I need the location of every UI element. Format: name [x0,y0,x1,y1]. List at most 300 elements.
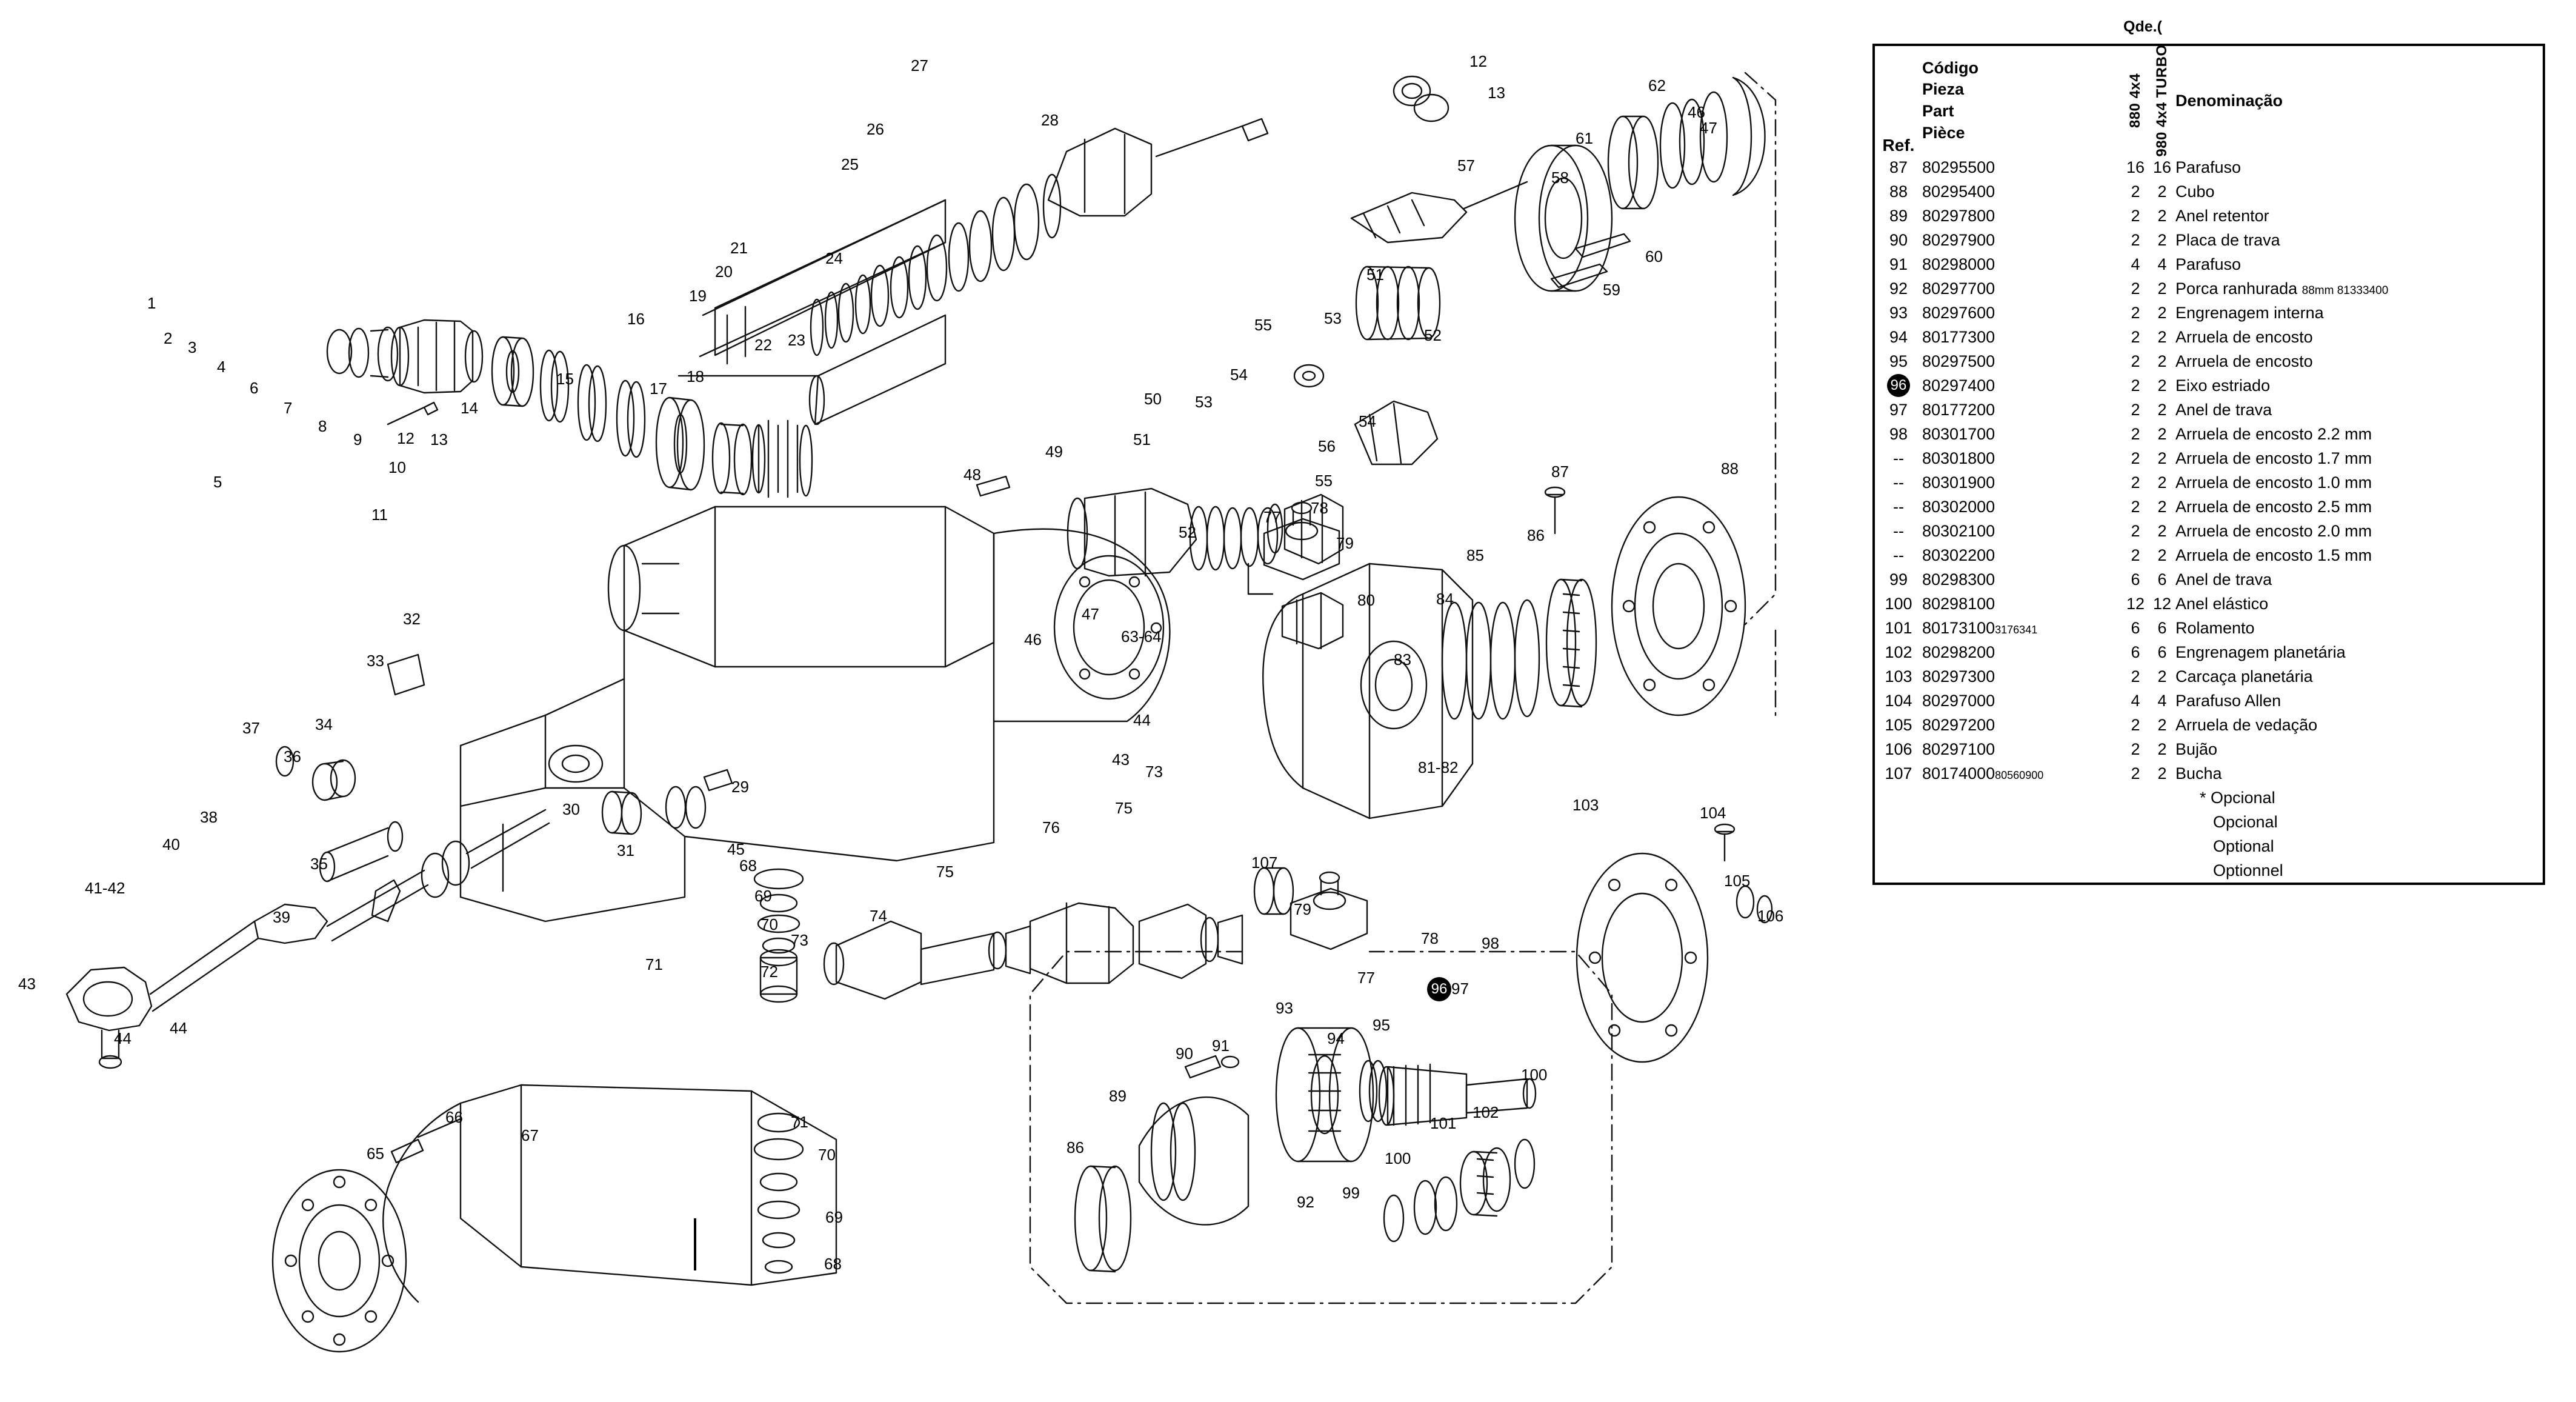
cell-qty-980: 2 [2157,739,2167,758]
cell-ref [1874,228,1922,252]
code-value: 80297700 [1922,279,1995,298]
callout-number: 83 [1394,650,1411,669]
callout-number: 103 [1573,796,1599,814]
cell-ref [1874,616,1922,640]
callout-number: 78 [1311,499,1328,517]
cell-ref [1874,301,1922,325]
callout-number: 41-42 [85,879,125,897]
cell-ref [1874,179,1922,204]
callout-number: 79 [1294,900,1311,918]
cell-ref [1874,204,1922,228]
callout-number: 6 [250,379,259,397]
callout-number: 7 [284,399,293,417]
callout-number: 68 [824,1255,842,1273]
cell-qty-880: 2 [2131,764,2140,783]
code-value: 80297800 [1922,206,1995,225]
code-value: 80297900 [1922,230,1995,249]
callout-number: 70 [818,1146,836,1164]
cell-denomination [2175,155,2544,179]
denomination-value: Arruela de encosto 2.5 mm [2175,497,2372,516]
cell-qty-980: 2 [2157,764,2167,783]
cell-qty-880 [2122,786,2149,810]
denomination-value: Arruela de vedação [2175,715,2318,734]
cell-denomination [2175,664,2544,689]
cell-denomination [2175,640,2544,664]
callout-number: 57 [1457,156,1475,175]
cell-code [1922,834,2122,858]
cell-denomination [2175,446,2544,470]
ref-value: 107 [1885,764,1912,783]
code-value: 80177300 [1922,327,1995,346]
code-value: 80177200 [1922,400,1995,419]
code-value: 80302000 [1922,497,1995,516]
table-row [1874,592,2544,616]
header-code-line-2: Pieza [1922,80,1965,99]
callout-number: 73 [791,931,808,949]
table-header-row [1874,45,2544,155]
code-value: 80297500 [1922,352,1995,370]
ref-value: 99 [1889,570,1908,589]
header-code [1922,45,2122,155]
callout-number: 52 [1424,326,1442,344]
callout-number: 68 [739,856,757,875]
callout-number: 18 [687,367,704,386]
callout-number: 10 [388,458,406,476]
denomination-note: 88mm 81333400 [2301,284,2389,297]
callout-number: 60 [1645,247,1663,265]
header-qty-980-label: 980 4x4 TURBO [2154,44,2170,157]
cell-qty-880: 2 [2131,279,2140,298]
cell-qty-880: 2 [2131,546,2140,564]
denomination-value: Arruela de encosto 2.2 mm [2175,424,2372,443]
cell-ref [1874,689,1922,713]
cell-code [1922,155,2122,179]
cell-code [1922,276,2122,301]
cell-denomination [2175,761,2544,786]
denomination-value: Bujão [2175,739,2218,758]
code-value: 80301800 [1922,449,1995,467]
callout-number: 62 [1648,76,1666,95]
code-value: 80298300 [1922,570,1995,589]
cell-qty-980 [2149,786,2175,810]
code-value: 80297200 [1922,715,1995,734]
cell-qty-980: 2 [2157,376,2167,395]
denomination-value: Eixo estriado [2175,376,2271,395]
callout-number: 39 [273,908,290,926]
callout-number: 24 [825,249,843,267]
ref-value: 93 [1889,303,1908,322]
callout-number: 16 [627,310,645,328]
cell-ref [1874,664,1922,689]
header-qty-980 [2149,45,2175,155]
cell-ref [1874,252,1922,276]
ref-value: 87 [1889,158,1908,176]
table-row [1874,689,2544,713]
cell-code [1922,470,2122,495]
callout-number: 93 [1276,999,1293,1017]
table-row [1874,446,2544,470]
ref-value: 100 [1885,594,1912,613]
callout-number: 69 [754,887,772,905]
header-ref: Ref. [1882,136,1915,155]
callout-number: 40 [162,835,180,853]
cell-denomination [2175,422,2544,446]
cell-denomination [2175,252,2544,276]
cell-qty-880: 4 [2131,255,2140,273]
cell-qty-880: 2 [2131,497,2140,516]
callout-number: 74 [870,907,887,925]
cell-qty-880: 4 [2131,691,2140,710]
callout-number: 80 [1357,591,1375,609]
callout-number: 43 [18,975,36,993]
cell-code [1922,398,2122,422]
callout-number: 15 [556,370,574,388]
callout-number: 22 [754,336,772,354]
callout-number: 86 [1067,1138,1084,1157]
cell-code [1922,519,2122,543]
cell-qty-980: 2 [2157,473,2167,492]
cell-qty-880: 6 [2131,643,2140,661]
cell-qty-880: 2 [2131,206,2140,225]
ref-value: 105 [1885,715,1912,734]
callout-number: 79 [1336,534,1354,552]
ref-value: 90 [1889,230,1908,249]
cell-ref [1874,422,1922,446]
ref-highlight-badge: 96 [1887,374,1910,397]
code-value: 80297400 [1922,376,1995,395]
table-row [1874,179,2544,204]
callout-number: 63-64 [1121,627,1162,646]
table-row [1874,204,2544,228]
cell-qty-980: 2 [2157,497,2167,516]
callout-number: 77 [1263,508,1281,526]
footer-note-row [1874,810,2544,834]
callout-number: 29 [731,778,749,796]
table-row [1874,373,2544,398]
cell-denomination [2175,349,2544,373]
ref-value: 103 [1885,667,1912,686]
cell-ref [1874,713,1922,737]
cell-qty-880: 2 [2131,739,2140,758]
callout-number: 73 [1145,763,1163,781]
table-row [1874,495,2544,519]
header-qty-group-label: Qde.( [2123,18,2162,35]
denomination-value: Bucha [2175,764,2222,783]
callout-number: 20 [715,262,733,281]
callout-number: 46 [1024,630,1042,649]
callout-number: 27 [911,56,928,75]
denomination-value: Anel elástico [2175,594,2269,613]
cell-code [1922,689,2122,713]
callout-number: 71 [645,955,663,973]
cell-code [1922,422,2122,446]
cell-qty-880: 2 [2131,449,2140,467]
cell-ref [1874,810,1922,834]
cell-qty-980: 2 [2157,230,2167,249]
callout-number: 2 [164,329,173,347]
denomination-value: Arruela de encosto 1.0 mm [2175,473,2372,492]
callout-number: 13 [1488,84,1505,102]
cell-ref [1874,543,1922,567]
ref-value: 102 [1885,643,1912,661]
denomination-value: Engrenagem planetária [2175,643,2346,661]
ref-value: 94 [1889,327,1908,346]
code-value: 80295500 [1922,158,1995,176]
callout-number: 75 [1115,799,1133,817]
callout-number: 72 [760,963,778,981]
cell-qty-880: 2 [2131,715,2140,734]
denomination-value: Anel de trava [2175,400,2272,419]
code-value: 80298100 [1922,594,1995,613]
table-row [1874,276,2544,301]
callout-number: 65 [367,1144,384,1163]
callout-number: 75 [936,863,954,881]
callout-number: 89 [1109,1087,1127,1105]
cell-qty-880 [2122,810,2149,834]
cell-ref [1874,737,1922,761]
ref-value: 92 [1889,279,1908,298]
cell-qty-980: 2 [2157,546,2167,564]
callout-number: 12 [1469,52,1487,70]
denomination-value: Anel de trava [2175,570,2272,589]
code-value: 80301700 [1922,424,1995,443]
cell-qty-880: 16 [2126,158,2145,176]
cell-code [1922,567,2122,592]
cell-qty-980: 16 [2152,158,2172,176]
code-value: 80297000 [1922,691,1995,710]
denomination-value: Arruela de encosto [2175,327,2313,346]
ref-value: 98 [1889,424,1908,443]
cell-qty-980: 2 [2157,449,2167,467]
code-value: 80301900 [1922,473,1995,492]
cell-qty-880: 2 [2131,352,2140,370]
callout-number: 69 [825,1208,843,1226]
cell-ref [1874,786,1922,810]
header-code-line-3: Part [1922,102,1954,120]
table-row [1874,761,2544,786]
cell-code [1922,228,2122,252]
callout-number: 44 [1133,711,1151,729]
callout-number: 100 [1385,1149,1411,1167]
cell-ref [1874,858,1922,884]
denomination-value: Arruela de encosto 2.0 mm [2175,521,2372,540]
cell-qty-880: 12 [2126,594,2145,613]
callout-number: 3 [188,338,197,356]
table-row [1874,252,2544,276]
callout-number: 49 [1045,442,1063,461]
callout-number: 44 [170,1019,187,1037]
footer-note-row [1874,834,2544,858]
cell-qty-980: 6 [2157,618,2167,637]
table-row [1874,228,2544,252]
callout-number: 37 [242,719,260,737]
table-row [1874,543,2544,567]
header-code-line-4: Pièce [1922,123,1965,142]
callout-number: 53 [1195,393,1213,411]
callout-number: 90 [1176,1044,1193,1063]
cell-qty-880: 2 [2131,400,2140,419]
callout-number: 34 [315,715,333,733]
ref-value: -- [1893,449,1904,467]
callout-number: 21 [730,239,748,257]
callout-number: 55 [1254,316,1272,334]
cell-qty-980 [2149,834,2175,858]
callout-number: 66 [445,1108,463,1126]
table-row [1874,616,2544,640]
cell-ref [1874,519,1922,543]
table-row [1874,664,2544,689]
cell-qty-880: 2 [2131,424,2140,443]
code-value: 80295400 [1922,182,1995,201]
cell-qty-880 [2122,858,2149,884]
cell-qty-980: 12 [2152,594,2172,613]
code-alt-value: 3176341 [1995,623,2038,636]
code-alt-value: 80560900 [1995,769,2044,781]
callout-number: 43 [1112,750,1130,769]
denomination-value: Arruela de encosto 1.5 mm [2175,546,2372,564]
callout-number: 31 [617,841,634,860]
cell-ref [1874,640,1922,664]
cell-code [1922,495,2122,519]
footer-note: * Opcional [2200,788,2275,807]
callout-number: 67 [521,1126,539,1144]
cell-denomination [2175,519,2544,543]
callout-number: 32 [403,610,421,628]
callout-number: 11 [371,506,388,524]
cell-qty-980: 2 [2157,400,2167,419]
cell-denomination [2175,543,2544,567]
cell-denomination [2175,228,2544,252]
callout-number: 38 [200,808,218,826]
ref-value: -- [1893,497,1904,516]
cell-code [1922,204,2122,228]
code-value: 80173100 [1922,618,1995,637]
cell-qty-880: 2 [2131,376,2140,395]
cell-denomination [2175,689,2544,713]
table-row [1874,567,2544,592]
cell-ref [1874,398,1922,422]
callout-number: 58 [1551,169,1569,187]
table-row [1874,737,2544,761]
callout-number: 87 [1551,462,1569,481]
callout-number: 4 [217,358,226,376]
callout-number: 95 [1373,1016,1390,1034]
cell-code [1922,616,2122,640]
cell-code [1922,301,2122,325]
cell-denomination [2175,204,2544,228]
cell-ref [1874,470,1922,495]
cell-code [1922,325,2122,349]
cell-qty-880: 2 [2131,303,2140,322]
callout-number: 101 [1430,1114,1457,1132]
callout-number: 17 [650,379,667,398]
callout-number: 13 [430,430,448,449]
cell-qty-980: 2 [2157,521,2167,540]
code-value: 80298200 [1922,643,1995,661]
cell-qty-880: 2 [2131,230,2140,249]
ref-value: -- [1893,473,1904,492]
denomination-value: Arruela de encosto 1.7 mm [2175,449,2372,467]
callout-number: 54 [1230,366,1248,384]
cell-ref [1874,834,1922,858]
denomination-value: Arruela de encosto [2175,352,2313,370]
callout-number: 102 [1473,1103,1499,1121]
cell-qty-980: 2 [2157,352,2167,370]
callout-number: 44 [114,1029,131,1047]
table-row [1874,640,2544,664]
cell-denomination [2175,737,2544,761]
cell-code [1922,252,2122,276]
parts-list-table [1872,18,2545,1195]
cell-code [1922,640,2122,664]
header-denomination: Denominação [2175,91,2283,110]
cell-qty-880: 2 [2131,182,2140,201]
cell-qty-980: 6 [2157,643,2167,661]
callout-number: 5 [213,473,222,491]
callout-number: 104 [1700,804,1726,822]
cell-denomination [2175,301,2544,325]
code-value: 80174000 [1922,764,1995,783]
footer-note: Optional [2213,836,2274,855]
callout-number: 81-82 [1418,758,1459,776]
ref-value: -- [1893,546,1904,564]
cell-qty-980 [2149,858,2175,884]
denomination-value: Anel retentor [2175,206,2269,225]
callout-number: 14 [461,399,478,417]
callout-number: 35 [310,855,328,873]
ref-value: 104 [1885,691,1912,710]
cell-ref [1874,276,1922,301]
ref-value: 95 [1889,352,1908,370]
cell-ref [1874,349,1922,373]
callout-number: 47 [1700,119,1717,137]
cell-denomination [2175,470,2544,495]
cell-qty-880: 2 [2131,327,2140,346]
callout-number: 59 [1603,281,1620,299]
code-value: 80297100 [1922,739,1995,758]
ref-value: 91 [1889,255,1908,273]
cell-ref [1874,761,1922,786]
callout-number: 100 [1521,1066,1548,1084]
cell-code [1922,446,2122,470]
callout-number: 84 [1436,590,1454,608]
ref-value: 88 [1889,182,1908,201]
cell-qty-980 [2149,810,2175,834]
cell-code [1922,810,2122,834]
cell-qty-880: 2 [2131,473,2140,492]
callout-number: 71 [791,1113,808,1131]
denomination-value: Carcaça planetária [2175,667,2313,686]
cell-ref [1874,592,1922,616]
footer-note-row [1874,858,2544,884]
callout-number: 56 [1318,437,1336,455]
footer-note-row [1874,786,2544,810]
callout-number: 105 [1724,872,1751,890]
header-code-line-1: Código [1922,58,1979,77]
callout-number: 78 [1421,929,1439,947]
callout-number: 30 [562,800,580,818]
cell-denomination [2175,495,2544,519]
ref-value: 106 [1885,739,1912,758]
cell-code [1922,737,2122,761]
code-value: 80302100 [1922,521,1995,540]
callout-number: 61 [1576,129,1593,147]
cell-qty-880: 2 [2131,521,2140,540]
code-value: 80302200 [1922,546,1995,564]
cell-code [1922,858,2122,884]
callout-number: 47 [1082,605,1099,623]
denomination-value: Parafuso Allen [2175,691,2281,710]
